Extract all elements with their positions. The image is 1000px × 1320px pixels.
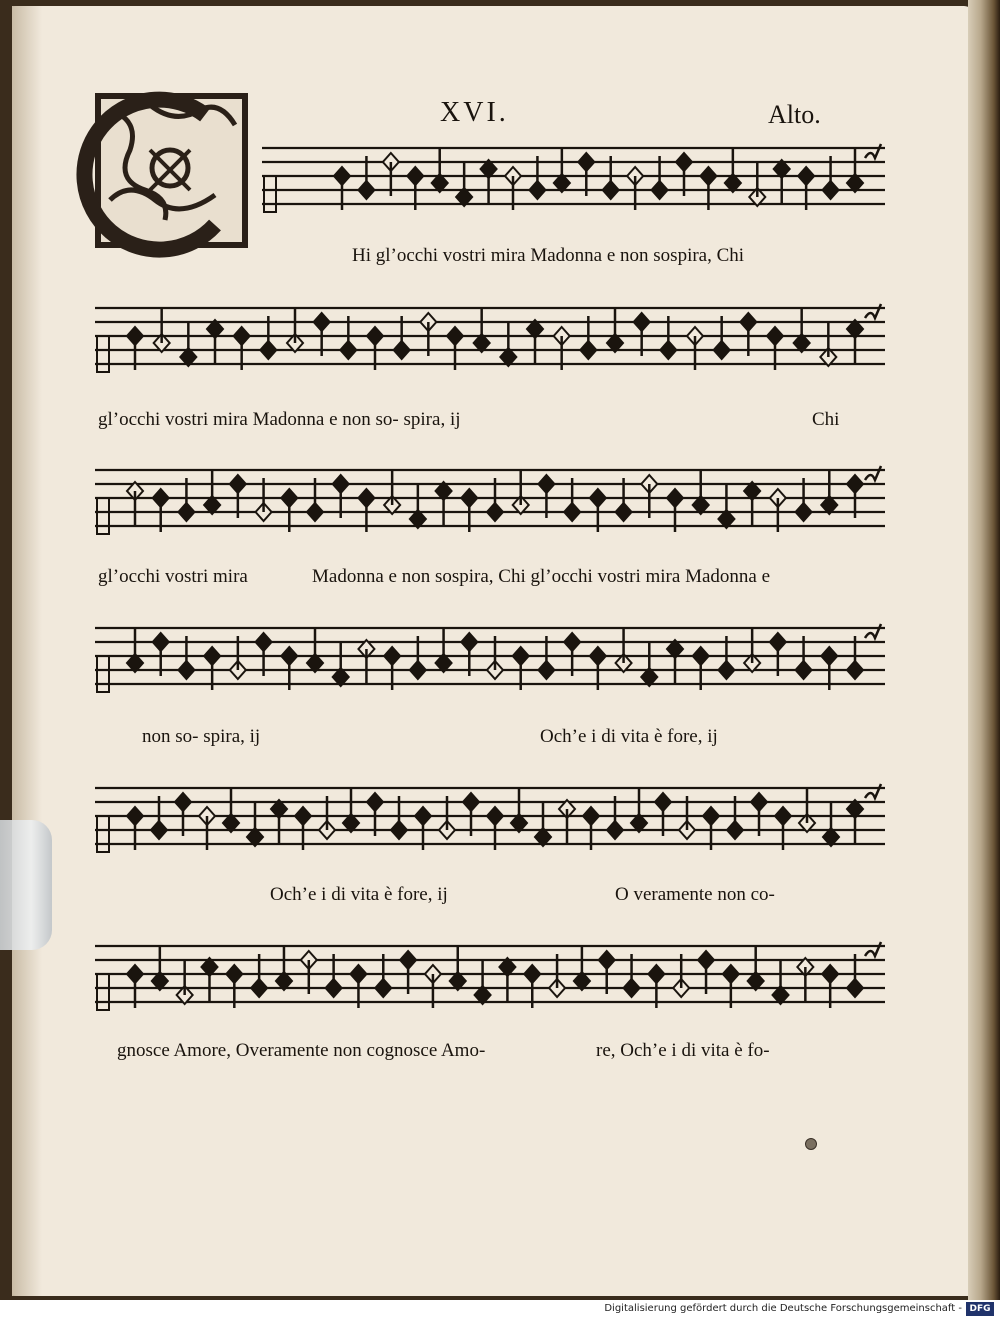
lyric-line-3a: gl’occhi vostri mira [98,566,248,587]
lyric-line-2b: Chi [812,409,840,430]
lyric-line-2: gl’occhi vostri mira Madonna e non so- spira, ij [98,409,461,430]
lyric-line-6a: gnosce Amore, Overamente non cognosce Amo- [117,1040,486,1061]
lyric-line-5a: Och’e i di vita è fore, ij [270,884,448,905]
page-mark [805,1138,817,1150]
lyric-line-6b: re, Och’e i di vita è fo- [596,1040,770,1061]
piece-number: XVI. [440,97,509,128]
footer-credit: Digitalisierung gefördert durch die Deutsche Forschungsgemeinschaft - [604,1303,962,1314]
voice-part: Alto. [768,100,821,129]
lyric-line-3b: Madonna e non sospira, Chi gl’occhi vostri mira Madonna e [312,566,771,587]
lyric-line-4b: Och’e i di vita è fore, ij [540,726,718,747]
lyric-line-1: Hi gl’occhi vostri mira Madonna e non sospira, Chi [352,245,745,266]
decorated-initial-c [84,93,248,250]
lyric-line-5b: O veramente non co- [615,884,775,905]
dfg-logo: DFG [966,1302,994,1316]
lyric-line-4a: non so- spira, ij [142,726,261,747]
